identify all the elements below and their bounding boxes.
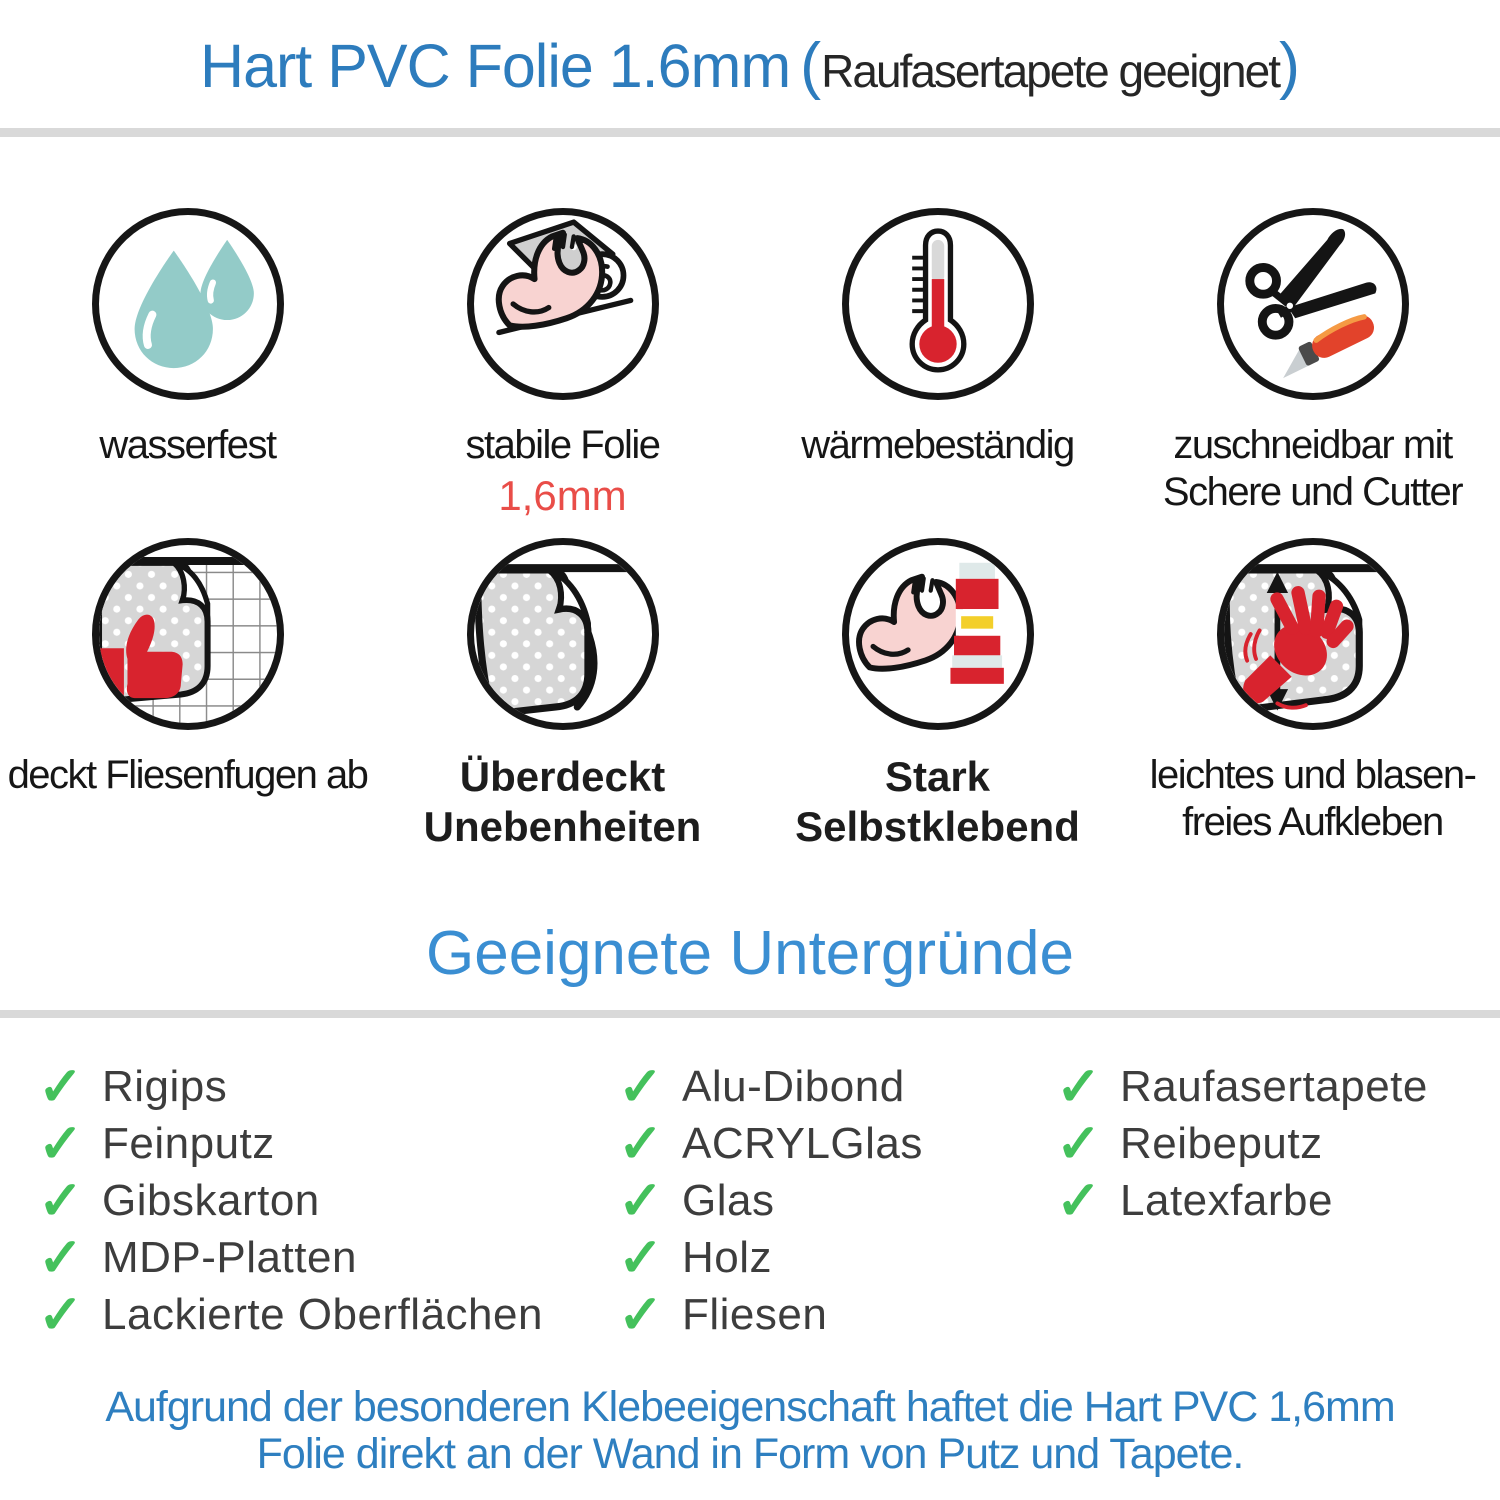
feature-label: Überdeckt bbox=[459, 753, 666, 800]
water-drops-icon bbox=[92, 208, 284, 400]
surfaces-column-2 bbox=[618, 1058, 923, 1343]
list-item bbox=[618, 1058, 923, 1115]
features-row-1 bbox=[0, 208, 1500, 521]
surface-name: Feinputz bbox=[102, 1118, 275, 1168]
surface-name: Fliesen bbox=[682, 1289, 828, 1339]
strong-foil-icon bbox=[467, 208, 659, 400]
surfaces-column-1 bbox=[38, 1058, 543, 1343]
feature-label-line2: Schere und Cutter bbox=[1162, 470, 1463, 514]
list-item bbox=[618, 1172, 923, 1229]
muscle-glue-tube-icon bbox=[842, 538, 1034, 730]
footer-line-1: Aufgrund der besonderen Klebeeigenschaft haftet die Hart PVC 1,6mm bbox=[105, 1383, 1395, 1431]
check-icon: ✓ bbox=[1056, 1170, 1102, 1231]
check-icon: ✓ bbox=[618, 1170, 664, 1231]
surface-name: Alu-Dibond bbox=[682, 1061, 905, 1111]
feature-fliesenfugen bbox=[0, 538, 375, 852]
feature-label: deckt Fliesenfugen ab bbox=[7, 753, 368, 797]
footer-note bbox=[0, 1384, 1500, 1478]
feature-blasenfrei bbox=[1125, 538, 1500, 852]
divider-bar-middle bbox=[0, 1010, 1500, 1018]
divider-bar-top bbox=[0, 128, 1500, 137]
list-item bbox=[38, 1058, 543, 1115]
check-icon: ✓ bbox=[38, 1284, 84, 1345]
check-icon: ✓ bbox=[1056, 1056, 1102, 1117]
list-item bbox=[38, 1286, 543, 1343]
list-item bbox=[1056, 1058, 1428, 1115]
page-title bbox=[0, 30, 1500, 102]
scissors-cutter-icon bbox=[1217, 208, 1409, 400]
list-item bbox=[618, 1115, 923, 1172]
bubble-free-hand-icon bbox=[1217, 538, 1409, 730]
check-icon: ✓ bbox=[618, 1227, 664, 1288]
feature-stabile-folie bbox=[375, 208, 750, 521]
paren-open: ( bbox=[800, 31, 822, 101]
features-row-2 bbox=[0, 538, 1500, 852]
surface-name: MDP-Platten bbox=[102, 1232, 357, 1282]
surface-name: Rigips bbox=[102, 1061, 228, 1111]
check-icon: ✓ bbox=[618, 1284, 664, 1345]
check-icon: ✓ bbox=[1056, 1113, 1102, 1174]
feature-unebenheiten bbox=[375, 538, 750, 852]
list-item bbox=[618, 1229, 923, 1286]
check-icon: ✓ bbox=[38, 1170, 84, 1231]
feature-label-line2: Selbstklebend bbox=[795, 803, 1080, 850]
thermometer-icon bbox=[842, 208, 1034, 400]
thickness-note: 1,6mm bbox=[498, 472, 627, 519]
list-item bbox=[38, 1172, 543, 1229]
list-item bbox=[1056, 1115, 1428, 1172]
surface-name: Latexfarbe bbox=[1120, 1175, 1333, 1225]
paren-close: ) bbox=[1278, 31, 1300, 101]
list-item bbox=[1056, 1172, 1428, 1229]
tile-joints-thumb-icon bbox=[92, 538, 284, 730]
feature-zuschneidbar bbox=[1125, 208, 1500, 521]
title-main: Hart PVC Folie 1.6mm bbox=[200, 32, 791, 100]
surface-name: Reibeputz bbox=[1120, 1118, 1323, 1168]
footer-line-2: Folie direkt an der Wand in Form von Putz und Tapete. bbox=[256, 1430, 1244, 1478]
title-parenthetical: Raufasertapete geeignet bbox=[821, 45, 1279, 97]
feature-selbstklebend bbox=[750, 538, 1125, 852]
surfaces-heading: Geeignete Untergründe bbox=[425, 919, 1074, 988]
covers-unevenness-icon bbox=[467, 538, 659, 730]
feature-label: wasserfest bbox=[99, 423, 276, 467]
surface-name: Gibskarton bbox=[102, 1175, 320, 1225]
check-icon: ✓ bbox=[38, 1227, 84, 1288]
feature-waermebestaendig bbox=[750, 208, 1125, 521]
surface-name: ACRYLGlas bbox=[682, 1118, 923, 1168]
feature-label: Stark bbox=[884, 753, 991, 800]
feature-wasserfest bbox=[0, 208, 375, 521]
list-item bbox=[38, 1229, 543, 1286]
check-icon: ✓ bbox=[38, 1113, 84, 1174]
feature-label: zuschneidbar mit bbox=[1173, 423, 1452, 467]
list-item bbox=[618, 1286, 923, 1343]
check-icon: ✓ bbox=[38, 1056, 84, 1117]
feature-label-line2: freies Aufkleben bbox=[1182, 800, 1443, 844]
surface-name: Glas bbox=[682, 1175, 775, 1225]
feature-label: stabile Folie bbox=[465, 423, 660, 467]
feature-label-line2: Unebenheiten bbox=[423, 803, 702, 850]
check-icon: ✓ bbox=[618, 1113, 664, 1174]
surface-name: Holz bbox=[682, 1232, 773, 1282]
surfaces-column-3 bbox=[1056, 1058, 1428, 1229]
feature-label: wärmebeständig bbox=[801, 423, 1074, 467]
surface-name: Raufasertapete bbox=[1120, 1061, 1428, 1111]
list-item bbox=[38, 1115, 543, 1172]
check-icon: ✓ bbox=[618, 1056, 664, 1117]
feature-label: leichtes und blasen- bbox=[1149, 753, 1476, 797]
surface-name: Lackierte Oberflächen bbox=[102, 1289, 543, 1339]
